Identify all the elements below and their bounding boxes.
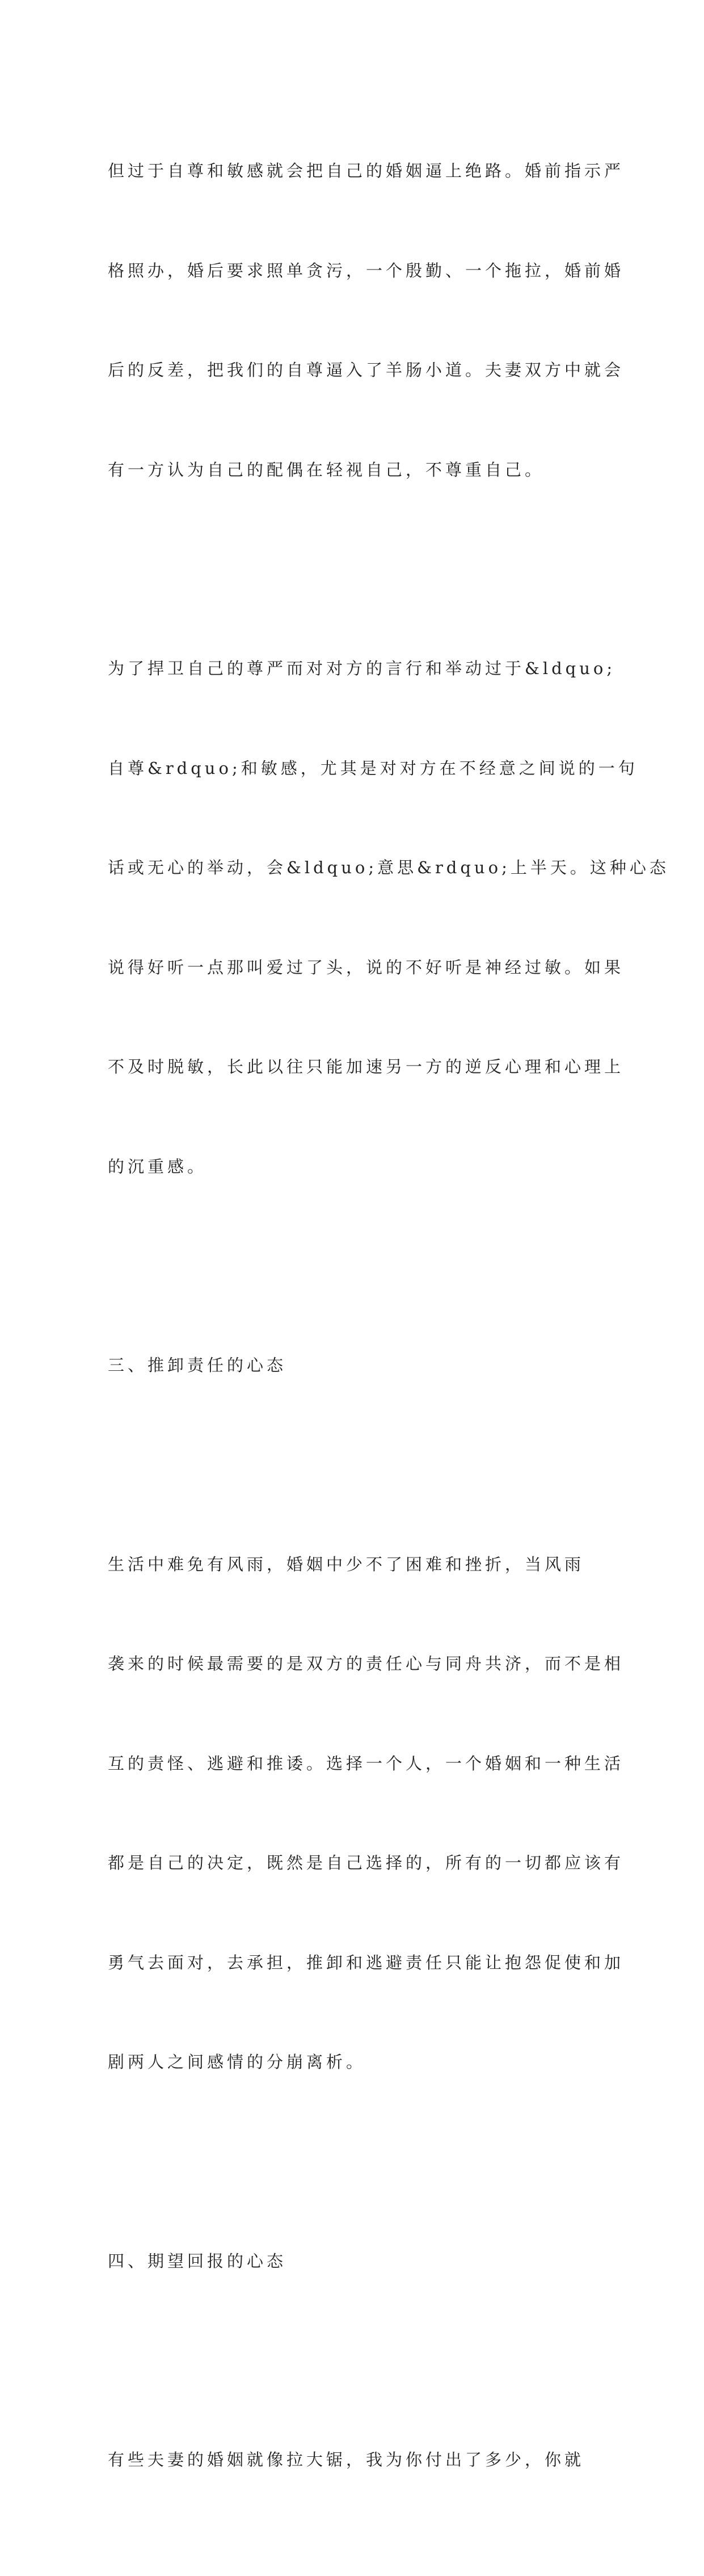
text-line: 自尊&rdquo;和敏感，尤其是对对方在不经意之间说的一句 — [108, 758, 638, 778]
text-line: 互的责怪、逃避和推诿。选择一个人，一个婚姻和一种生活 — [108, 1753, 625, 1773]
text-line: 的沉重感。 — [108, 1156, 208, 1176]
text-line: 为了捍卫自己的尊严而对对方的言行和举动过于&ldquo; — [108, 659, 616, 678]
text-line: 话或无心的举动，会&ldquo;意思&rdquo;上半天。这种心态 — [108, 858, 669, 877]
heading-text: 三、推卸责任的心态 — [108, 1356, 287, 1375]
text-line: 生活中难免有风雨，婚姻中少不了困难和挫折，当风雨 — [108, 1554, 585, 1574]
text-line: 袭来的时候最需要的是双方的责任心与同舟共济，而不是相 — [108, 1654, 625, 1673]
paragraph-3 — [108, 1481, 625, 2145]
text-line: 后的反差，把我们的自尊逼入了羊肠小道。夫妻双方中就会 — [108, 360, 625, 380]
section-heading-3 — [108, 1282, 601, 1449]
text-line: 都是自己的决定，既然是自己选择的，所有的一切都应该有 — [108, 1853, 625, 1872]
text-line: 有一方认为自己的配偶在轻视自己，不尊重自己。 — [108, 460, 545, 479]
paragraph-4 — [108, 2377, 601, 2543]
text-line: 勇气去面对，去承担，推卸和逃避责任只能让抱怨促使和加 — [108, 1952, 625, 1972]
text-line: 不及时脱敏，长此以往只能加速另一方的逆反心理和心理上 — [108, 1057, 625, 1076]
text-line: 剧两人之间感情的分崩离析。 — [108, 2052, 366, 2072]
paragraph-2 — [108, 586, 669, 1249]
text-line: 但过于自尊和敏感就会把自己的婚姻逼上绝路。婚前指示严 — [108, 161, 625, 180]
text-line: 有些夫妻的婚姻就像拉大锯，我为你付出了多少，你就 — [108, 2450, 585, 2469]
document-body — [108, 88, 669, 2576]
text-line: 说得好听一点那叫爱过了头，说的不好听是神经过敏。如果 — [108, 957, 625, 977]
section-heading-4 — [108, 2178, 601, 2345]
paragraph-1 — [108, 88, 625, 553]
heading-text: 四、期望回报的心态 — [108, 2251, 287, 2271]
text-line: 格照办，婚后要求照单贪污，一个殷勤、一个拖拉，婚前婚 — [108, 260, 625, 280]
